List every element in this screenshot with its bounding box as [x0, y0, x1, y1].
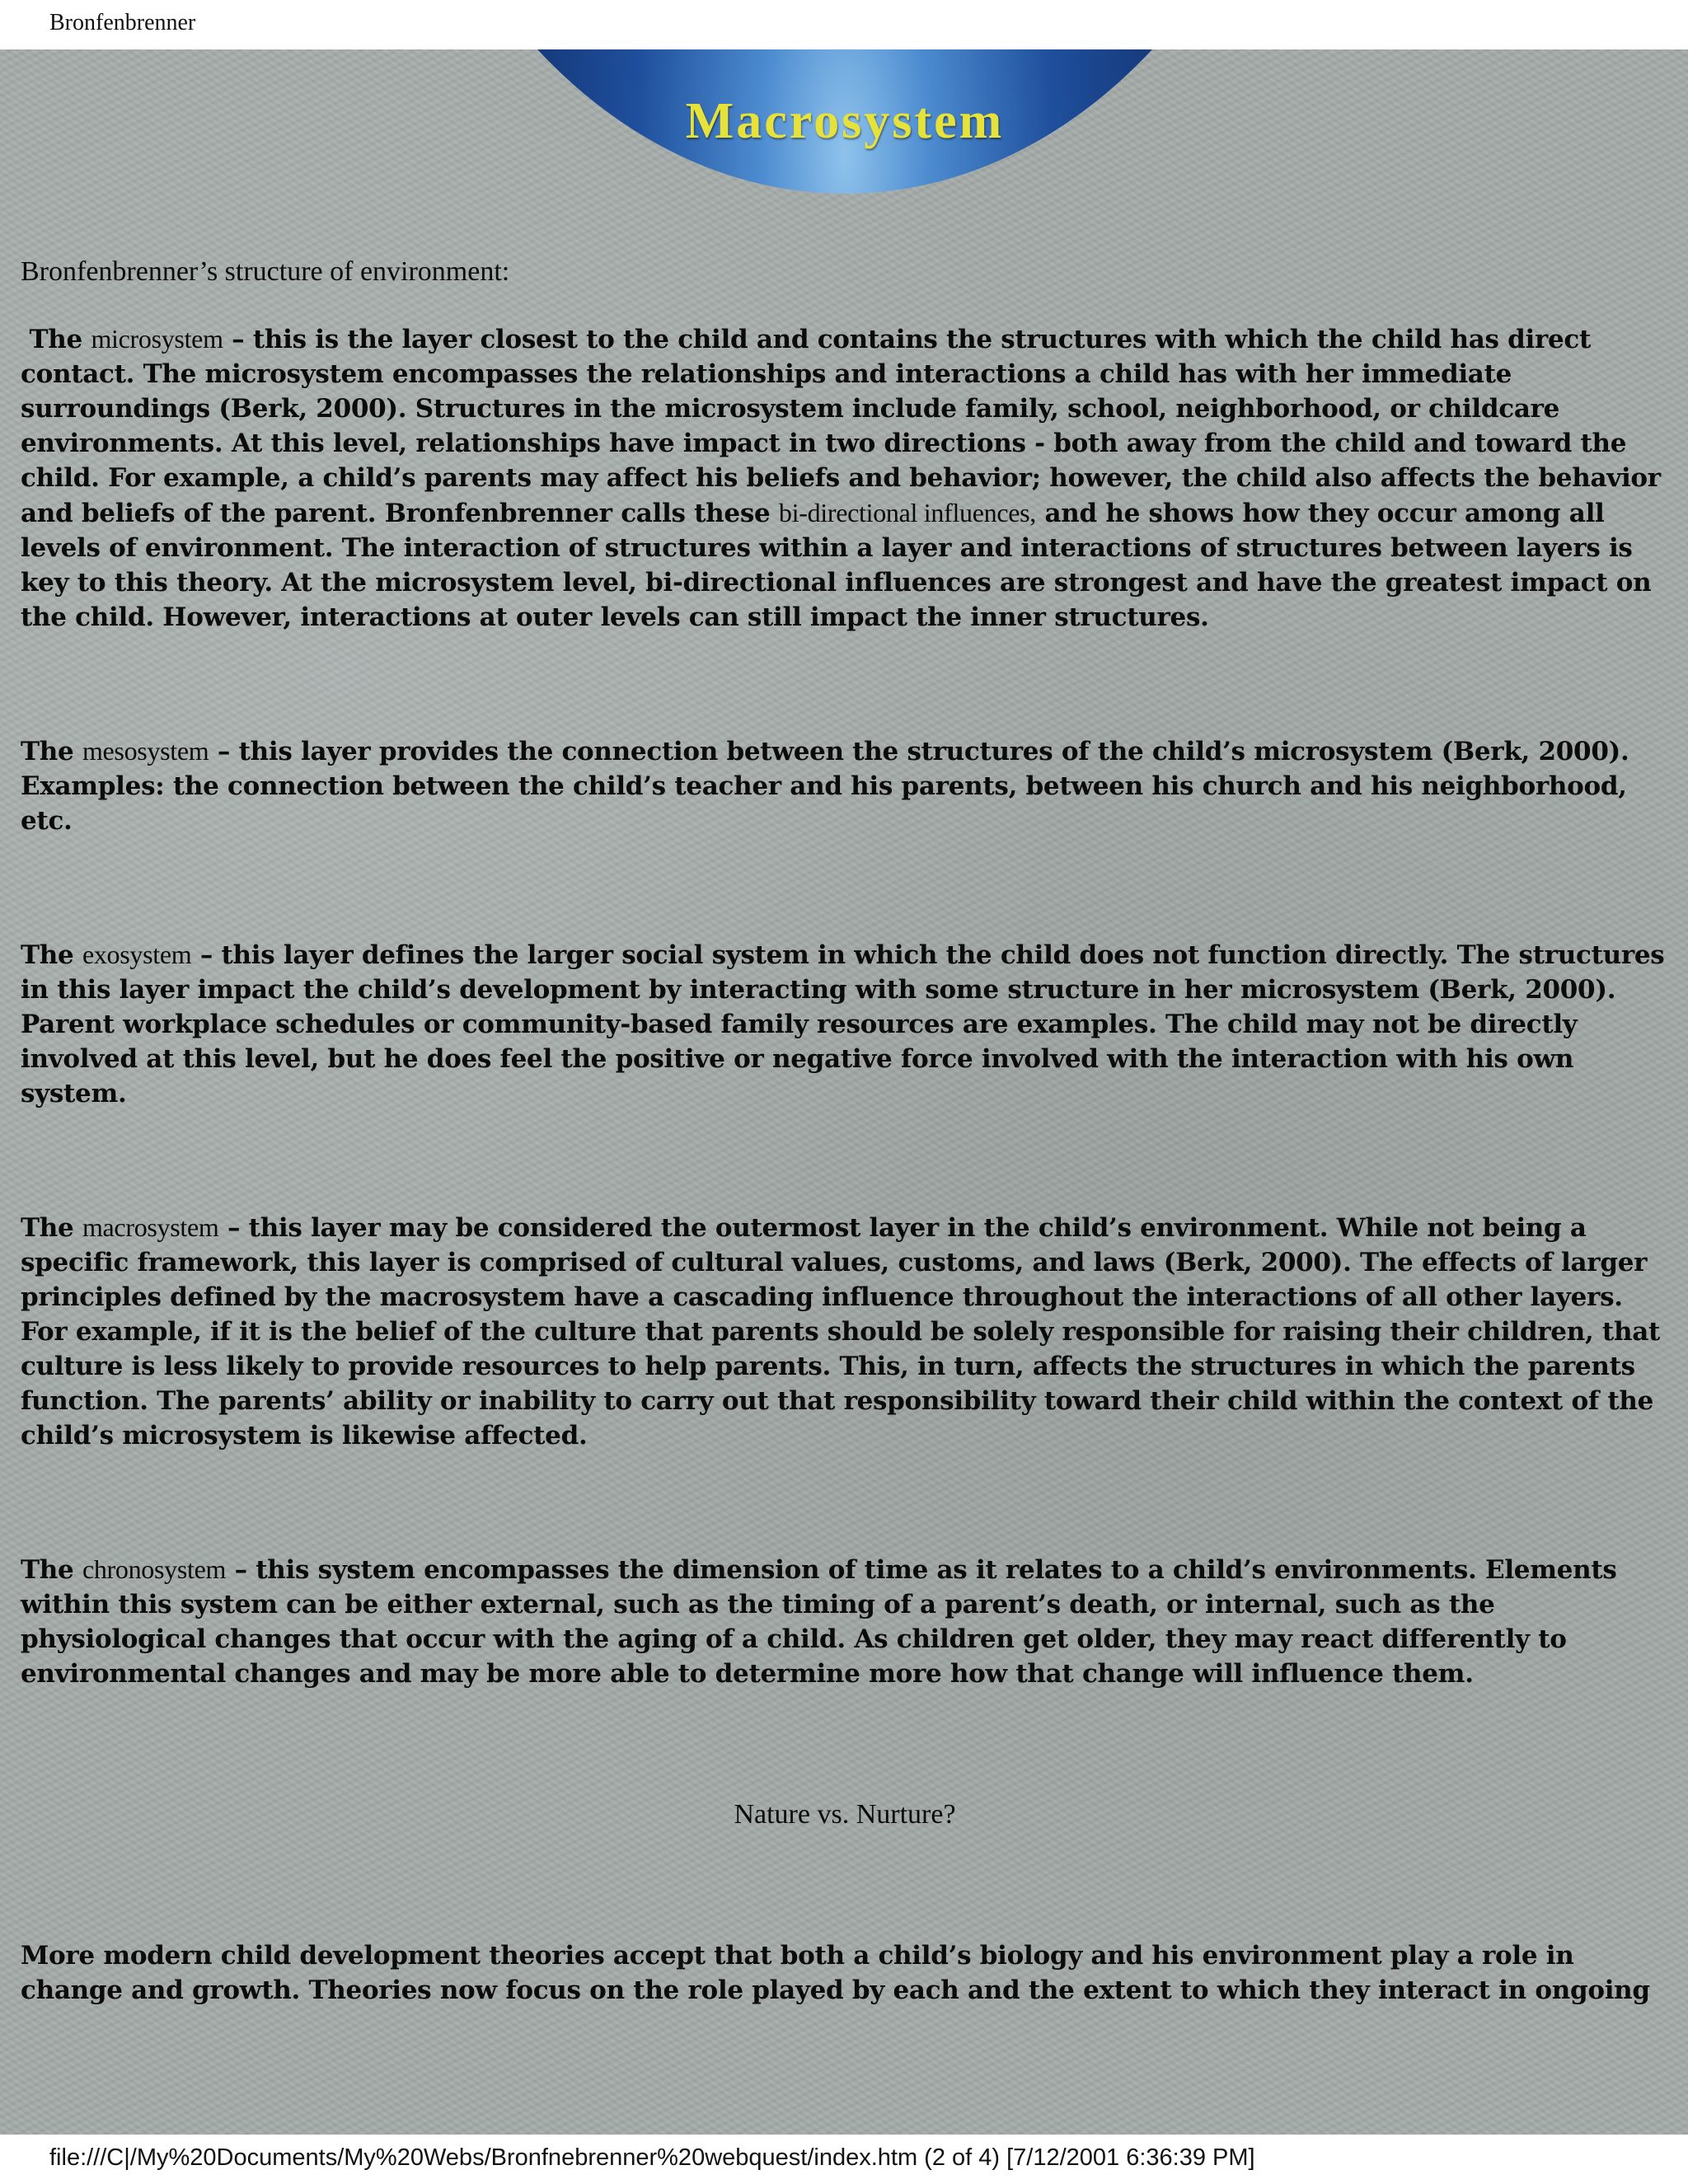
macrosystem-lead: The — [21, 1213, 74, 1243]
mesosystem-lead: The — [21, 737, 74, 766]
exosystem-paragraph — [21, 937, 1669, 1111]
microsystem-paragraph — [21, 321, 1669, 635]
microsystem-term: microsystem — [91, 324, 223, 354]
microsystem-lead: The — [29, 325, 82, 354]
mesosystem-term: mesosystem — [82, 736, 209, 766]
mesosystem-paragraph — [21, 733, 1669, 838]
chronosystem-lead: The — [21, 1555, 74, 1585]
exosystem-text: – this layer defines the larger social system in which the child does not function directly. The structures in this layer impact the child’s development by interacting with some structure in her microsystem (Berk, 2000). Parent workplace schedules or community-based family resources are examples. The child may not be directly involved at this level, but he does feel the positive or negative force involved with the interaction with his own system. — [21, 940, 1665, 1108]
macrosystem-text: – this layer may be considered the outermost layer in the child’s environment. While not being a specific framework, this layer is comprised of cultural values, customs, and laws (Berk, 2000). The effects of larger principles defined by the macrosystem have a cascading influence throughout the interactions of all other layers. For example, if it is the belief of the culture that parents should be solely responsible for raising their children, that culture is less likely to provide resources to help parents. This, in turn, affects the structures in which the parents function. The parents’ ability or inability to carry out that responsibility toward their child within the context of the child’s microsystem is likewise affected. — [21, 1213, 1660, 1451]
chronosystem-term: chronosystem — [82, 1554, 227, 1584]
modern-theories-paragraph: More modern child development theories accept that both a child’s biology and his environment play a role in change and growth. Theories now focus on the role played by each and the extent to which they interact in ongoing — [21, 1941, 1650, 2005]
article-body — [21, 255, 1669, 2008]
exosystem-term: exosystem — [82, 940, 192, 969]
mesosystem-text: – this layer provides the connection between the structures of the child’s microsystem (Berk, 2000). Examples: the connection between the child’s teacher and his parents, between his church and his neighborhood, etc. — [21, 737, 1629, 836]
macrosystem-banner-image — [354, 49, 1335, 194]
bidirectional-term: bi-directional influences, — [778, 498, 1036, 527]
webpage-content-area — [0, 49, 1688, 2135]
macrosystem-term: macrosystem — [82, 1212, 219, 1242]
macrosystem-paragraph — [21, 1210, 1669, 1453]
chronosystem-text: – this system encompasses the dimension of time as it relates to a child’s environments. Elements within this system can be either external, such as the timing of a parent’s death, or internal, such as the physiological changes that occur with the aging of a child. As children get older, they may react differently to environmental changes and may be more able to determine more how that change will influence them. — [21, 1555, 1617, 1689]
microsystem-text-2: and he shows how they occur among all levels of environment. The interaction of structures within a layer and interactions of structures between layers is key to this theory. At the microsystem level, bi-directional influences are strongest and have the greatest impact on the child. However, interactions at outer levels can still impact the inner structures. — [21, 499, 1652, 632]
chronosystem-paragraph — [21, 1552, 1669, 1691]
banner-label: Macrosystem — [685, 93, 1005, 149]
exosystem-lead: The — [21, 940, 74, 970]
print-header-title: Bronfenbrenner — [49, 10, 196, 35]
nature-vs-nurture-heading: Nature vs. Nurture? — [734, 1799, 956, 1830]
microsystem-text-1: – this is the layer closest to the child and contains the structures with which the child has direct contact. The microsystem encompasses the relationships and interactions a child has with her immediate surroundings (Berk, 2000). Structures in the microsystem include family, school, neighborhood, or childcare environments. At this level, relationships have impact in two directions - both away from the child and toward the child. For example, a child’s parents may affect his beliefs and behavior; however, the child also affects the behavior and beliefs of the parent. Bronfenbrenner calls these — [21, 325, 1661, 528]
print-footer-url: file:///C|/My%20Documents/My%20Webs/Bronfnebrenner%20webquest/index.htm (2 of 4) [7/12/2001 6:36:39 PM] — [49, 2144, 1255, 2171]
structure-intro: Bronfenbrenner’s structure of environment: — [21, 256, 510, 287]
